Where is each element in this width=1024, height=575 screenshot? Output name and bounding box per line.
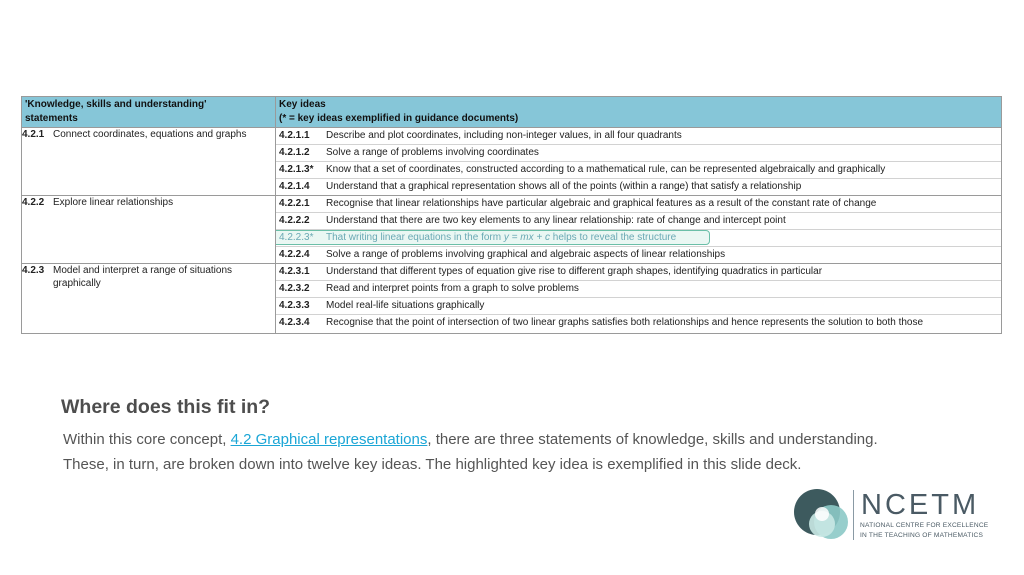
- header-key-ideas-line2: (* = key ideas exemplified in guidance documents): [279, 113, 519, 124]
- key-ideas-cell: [276, 196, 1002, 264]
- body-line-2: These, in turn, are broken down into twelve key ideas. The highlighted key idea is exemplified in this slide deck.: [63, 455, 802, 473]
- key-idea-number: 4.2.3.1: [279, 266, 310, 277]
- key-idea-text: Model real-life situations graphically: [326, 300, 485, 311]
- key-idea-number: 4.2.3.4: [279, 317, 310, 328]
- key-idea: [276, 247, 1001, 263]
- key-idea-number: 4.2.1.4: [279, 181, 310, 192]
- key-idea-text: [326, 230, 676, 246]
- key-ideas-table: [21, 96, 1002, 334]
- key-idea-text-after: helps to reveal the structure: [550, 232, 677, 243]
- graphical-representations-link[interactable]: 4.2 Graphical representations: [230, 431, 428, 448]
- key-idea-text: Read and interpret points from a graph to solve problems: [326, 283, 579, 294]
- key-idea-number: 4.2.2.3*: [279, 232, 314, 243]
- table-header-row: [22, 97, 1002, 128]
- key-idea-text: Understand that there are two key elements to any linear relationship: rate of change and intercept point: [326, 215, 786, 226]
- header-statements: [22, 97, 276, 128]
- table-row: [22, 264, 1002, 334]
- section-body: [63, 428, 983, 477]
- key-idea: [276, 145, 1001, 162]
- statement-number: 4.2.3: [22, 265, 45, 276]
- table-row: [22, 196, 1002, 264]
- header-key-ideas: [276, 97, 1002, 128]
- key-ideas-cell: [276, 264, 1002, 334]
- statement-text: Connect coordinates, equations and graphs: [53, 129, 247, 140]
- key-idea-text: Understand that different types of equation give rise to different graph shapes, identifying quadratics in particular: [326, 266, 823, 277]
- statement-cell: [22, 264, 276, 334]
- key-ideas-cell: [276, 128, 1002, 196]
- key-idea: [276, 128, 1001, 145]
- key-idea-number: 4.2.3.3: [279, 300, 310, 311]
- highlighted-key-idea: [276, 230, 1001, 247]
- key-idea-text: Solve a range of problems involving graphical and algebraic aspects of linear relationships: [326, 249, 726, 260]
- statement-text: Explore linear relationships: [53, 197, 174, 208]
- logo-tagline-2: IN THE TEACHING OF MATHEMATICS: [860, 532, 984, 539]
- key-idea-text: Describe and plot coordinates, including non-integer values, in all four quadrants: [326, 130, 682, 141]
- key-idea: [276, 213, 1001, 230]
- key-idea-text: Solve a range of problems involving coordinates: [326, 147, 539, 158]
- key-idea-number: 4.2.2.1: [279, 198, 310, 209]
- logo-tagline-1: NATIONAL CENTRE FOR EXCELLENCE: [860, 522, 989, 529]
- key-idea: [276, 179, 1001, 195]
- statement-number: 4.2.2: [22, 197, 45, 208]
- key-idea: [276, 162, 1001, 179]
- header-statements-line2: statements: [25, 113, 78, 124]
- ncetm-logo: [791, 488, 991, 548]
- key-idea-number: 4.2.2.4: [279, 249, 310, 260]
- key-idea-text: Recognise that the point of intersection of two linear graphs satisfies both relationships and hence represents the solution to both those: [326, 317, 924, 328]
- statement-cell: [22, 196, 276, 264]
- key-idea-number: 4.2.2.2: [279, 215, 310, 226]
- statement-number: 4.2.1: [22, 129, 45, 140]
- key-idea-text-before: That writing linear equations in the form: [326, 232, 504, 243]
- section-heading: Where does this fit in?: [61, 396, 271, 418]
- body-line-1-before: Within this core concept,: [63, 431, 231, 448]
- key-idea: [276, 315, 1001, 333]
- key-idea-number: 4.2.1.1: [279, 130, 310, 141]
- equation-math: y = mx + c: [503, 232, 550, 243]
- statement-cell: [22, 128, 276, 196]
- ncetm-logo-mark-icon: [791, 488, 851, 548]
- logo-divider: [853, 490, 854, 540]
- key-idea-number: 4.2.1.3*: [279, 164, 314, 175]
- key-idea: [276, 264, 1001, 281]
- key-idea: [276, 281, 1001, 298]
- key-idea-number: 4.2.3.2: [279, 283, 310, 294]
- table-row: [22, 128, 1002, 196]
- statement-text: Model and interpret a range of situations graphically: [53, 265, 232, 289]
- header-key-ideas-line1: Key ideas: [279, 99, 326, 110]
- body-line-1-after: , there are three statements of knowledge, skills and understanding.: [427, 431, 878, 448]
- key-idea: [276, 298, 1001, 315]
- header-statements-line1: 'Knowledge, skills and understanding': [25, 99, 207, 110]
- key-idea: [276, 196, 1001, 213]
- key-idea-text: Recognise that linear relationships have particular algebraic and graphical features as a result of the constant rate of change: [326, 198, 877, 209]
- key-idea-text: Know that a set of coordinates, constructed according to a mathematical rule, can be represented algebraically and graphically: [326, 164, 886, 175]
- key-idea-number: 4.2.1.2: [279, 147, 310, 158]
- body-line-1: [63, 428, 983, 453]
- logo-wordmark: NCETM: [861, 489, 980, 521]
- key-idea-text: Understand that a graphical representation shows all of the points (within a range) that satisfy a relationship: [326, 181, 802, 192]
